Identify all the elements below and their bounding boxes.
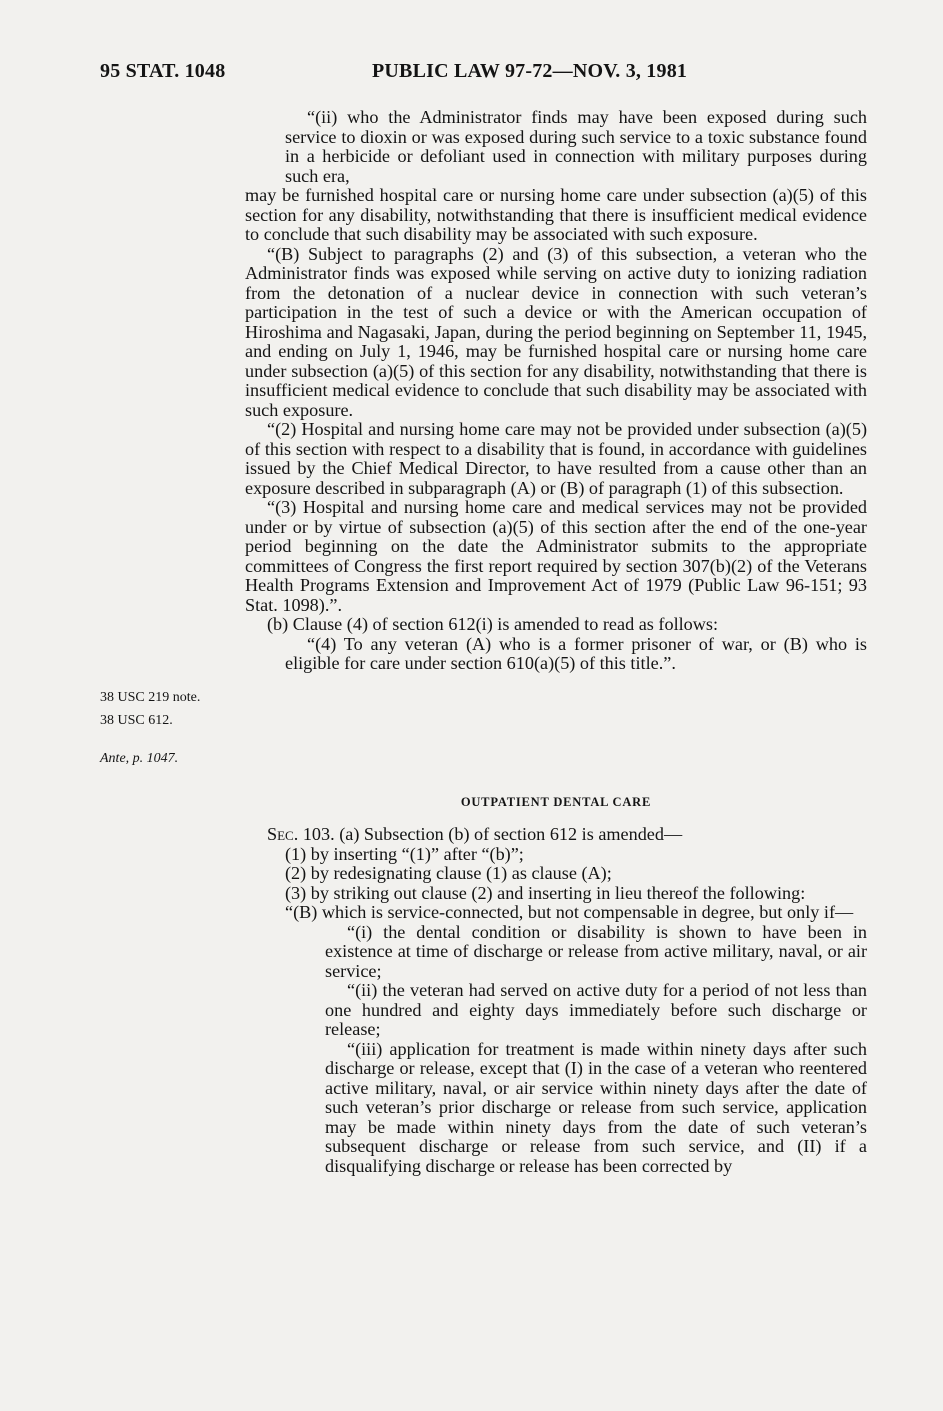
body-block-2	[245, 825, 867, 1176]
page-header	[100, 60, 840, 90]
paragraph-may-be-furnished: may be furnished hospital care or nursing home care under subsection (a)(5) of this section for any disability, notwithstanding that there is insufficient medical evidence to conclude that such disability may be associated with such exposure.	[245, 185, 867, 244]
subclause-ii: “(ii) the veteran had served on active duty for a period of not less than one hundred and eighty days immediately before such discharge or release;	[325, 980, 867, 1039]
paragraph-2-hospital-care: “(2) Hospital and nursing home care may not be provided under subsection (a)(5) of this section with respect to a disability that is found, in accordance with guidelines issued by the Chief Medical Director, to have resulted from a cause other than an exposure described in subparagraph (A) or (B) of paragraph (1) of this subsection.	[245, 419, 867, 498]
section-label: Sec. 103.	[267, 824, 335, 844]
paragraph-clause-ii: “(ii) who the Administrator finds may have been exposed during such service to dioxin or was exposed during such service to a toxic substance found in a herbicide or defoliant used in connection with military purposes during such era,	[285, 107, 867, 186]
paragraph-b-ionizing-radiation: “(B) Subject to paragraphs (2) and (3) of this subsection, a veteran who the Administrator finds was exposed while serving on active duty to ionizing radiation from the detonation of a nuclear device in connection with such veteran’s participation in the test of such a device or with the American occupation of Hiroshima and Nagasaki, Japan, during the period beginning on September 11, 1945, and ending on July 1, 1946, may be furnished hospital care or nursing home care under subsection (a)(5) of this section for any disability, notwithstanding that there is insufficient medical evidence to conclude that such disability may be associated with such exposure.	[245, 243, 867, 420]
item-3: (3) by striking out clause (2) and inserting in lieu thereof the following:	[285, 882, 806, 903]
paragraph-sec-103	[245, 825, 867, 845]
paragraph-clause-4-text: “(4) To any veteran (A) who is a former prisoner of war, or (B) who is eligible for care under section 610(a)(5) of this title.”.	[285, 633, 867, 673]
subclause-iii: “(iii) application for treatment is made within ninety days after such discharge or release, except that (I) in the case of a veteran who reentered active military, naval, or air service within ninety days after the date of such veteran’s prior discharge or release from such service, application may be made within ninety days from the date of such veteran’s subsequent discharge or release from such service, and (II) if a disqualifying discharge or release has been corrected by	[325, 1038, 867, 1176]
margin-note-usc-612: 38 USC 612.	[100, 713, 173, 728]
body-block-1	[245, 108, 867, 674]
paragraph-3-medical-services: “(3) Hospital and nursing home care and medical services may not be provided under or by virtue of subsection (a)(5) of this section after the end of the one-year period beginning on the date the Administrator submits to the appropriate committees of Congress the first report required by section 307(b)(2) of the Veterans Health Programs Extension and Improvement Act of 1979 (Public Law 96-151; 93 Stat. 1098).”.	[245, 497, 867, 615]
item-1: (1) by inserting “(1)” after “(b)”;	[285, 843, 524, 864]
clause-b-intro: “(B) which is service-connected, but not compensable in degree, but only if—	[285, 902, 854, 922]
section-heading: OUTPATIENT DENTAL CARE	[460, 795, 652, 809]
public-law-title: PUBLIC LAW 97-72—NOV. 3, 1981	[372, 60, 688, 82]
margin-note-ante: Ante, p. 1047.	[100, 751, 179, 766]
margin-note-usc-219: 38 USC 219 note.	[100, 690, 201, 705]
section-intro: (a) Subsection (b) of section 612 is amended—	[334, 824, 683, 844]
subclause-i: “(i) the dental condition or disability is shown to have been in existence at time of discharge or release from active military, naval, or air service;	[325, 921, 867, 981]
item-2: (2) by redesignating clause (1) as clause (A);	[285, 863, 612, 883]
paragraph-b-clause-4: (b) Clause (4) of section 612(i) is amended to read as follows:	[267, 614, 719, 634]
stat-page-number: 95 STAT. 1048	[100, 60, 226, 82]
